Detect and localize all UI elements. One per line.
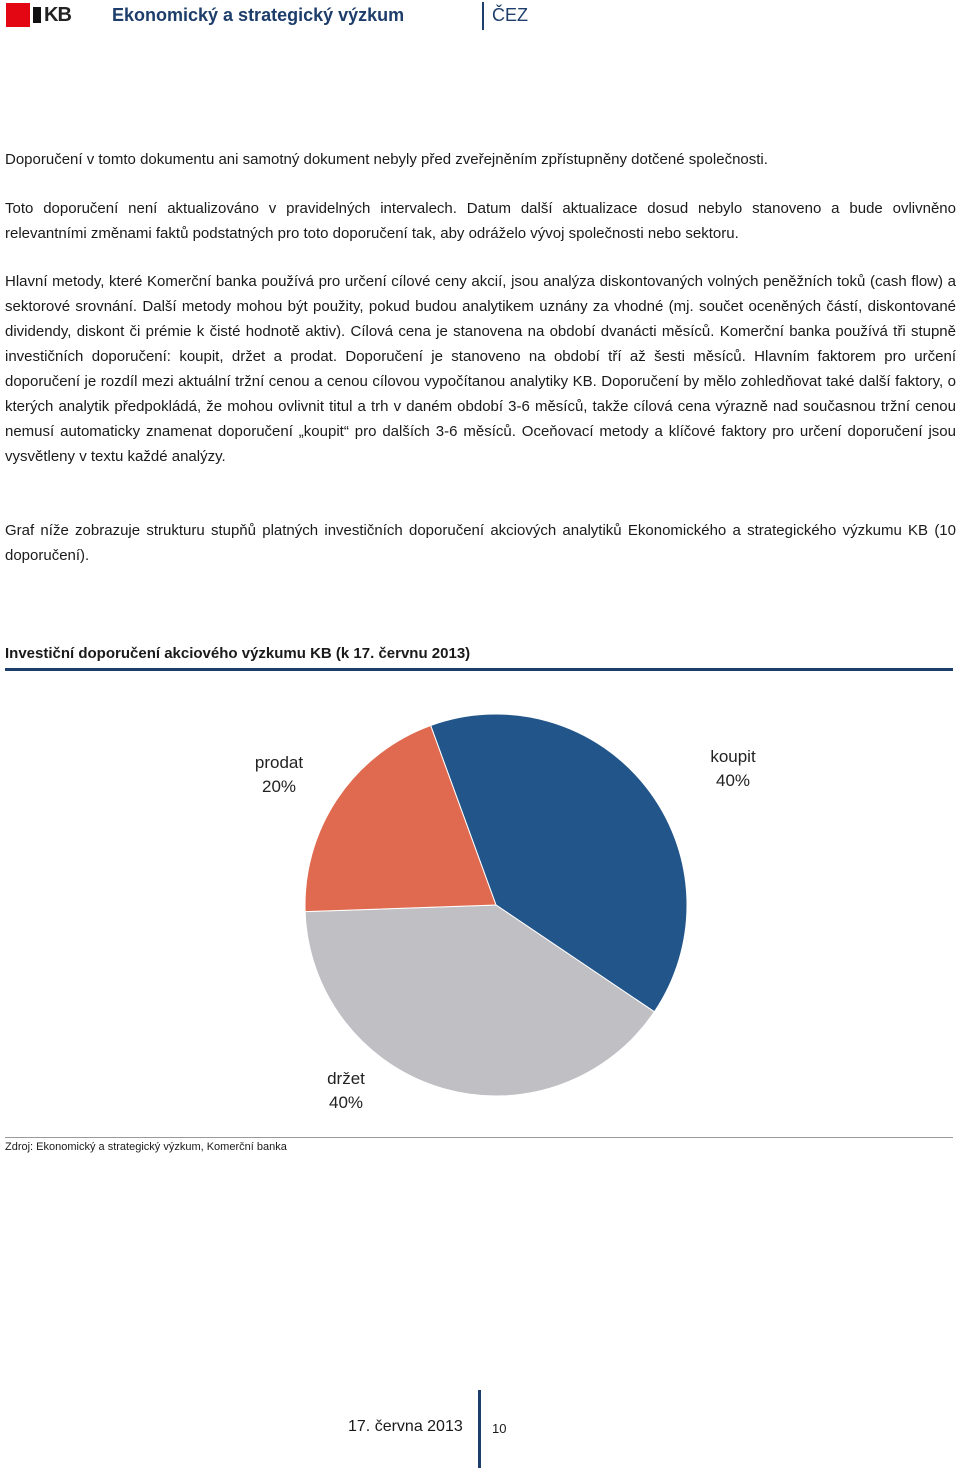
header-company: ČEZ — [492, 5, 528, 25]
kb-logo — [6, 3, 78, 27]
slice-name-label-držet: držet — [327, 1069, 365, 1088]
slice-value-label-držet: 40% — [328, 1093, 364, 1112]
paragraph-methods: Hlavní metody, které Komerční banka používá pro určení cílové ceny akcií, jsou analýza diskontovaných volných peněžních toků (cash flow) a sektorové srovnání. Další metody mohou být použity, pokud budou analytikem uznány za vhodné (mj. součet oceněných částí, diskontované dividendy, diskont či prémie k čisté hodnotě aktiv). Cílová cena je stanovena na období dvanácti měsíců. Komerční banka používá tři stupně investičních doporučení: koupit, držet a prodat. Doporučení je stanoveno na období tří až šesti měsíců. Hlavním faktorem pro určení doporučení je rozdíl mezi aktuální tržní cenou a cenou cílovou vypočítanou analytiky KB. Doporučení by mělo zohledňovat také další faktory, o kterých analytik předpokládá, že mohou ovlivnit titul a trh v daném období 3-6 měsíců, takže cílová cena výrazně nad současnou tržní cenou nemusí automaticky znamenat doporučení „koupit“ pro dalších 3-6 měsíců. Oceňovací metody a klíčové faktory pro určení doporučení jsou vysvětleny v textu každé analýzy. — [5, 273, 956, 465]
paragraph-update: Toto doporučení není aktualizováno v pravidelných intervalech. Datum další aktualizace dosud nebylo stanoveno a bude ovlivněno relevantními změnami faktů podstatných pro toto doporučení tak, aby odráželo vývoj společnosti nebo sektoru. — [5, 200, 956, 242]
header-divider — [482, 2, 484, 30]
logo-red-square — [6, 3, 30, 27]
logo-text: KB — [44, 4, 71, 26]
page-number: 10 — [492, 1421, 507, 1436]
slice-value-label-prodat: 20% — [261, 777, 297, 796]
slice-name-label-koupit: koupit — [710, 747, 756, 766]
header-title: Ekonomický a strategický výzkum — [112, 5, 405, 25]
chart-source: Zdroj: Ekonomický a strategický výzkum, Komerční banka — [5, 1141, 287, 1153]
footer-divider — [478, 1390, 481, 1468]
paragraph-disclosure: Doporučení v tomto dokumentu ani samotný dokument nebyly před zveřejněním zpřístupněny dotčené společnosti. — [5, 151, 768, 168]
chart-bottom-rule — [5, 1137, 953, 1138]
slice-value-label-koupit: 40% — [715, 771, 751, 790]
pie-chart — [0, 690, 960, 1130]
slice-name-label-prodat: prodat — [254, 753, 304, 772]
footer-date: 17. června 2013 — [348, 1418, 463, 1435]
chart-title: Investiční doporučení akciového výzkumu KB (k 17. červnu 2013) — [5, 645, 471, 662]
chart-top-rule — [5, 668, 953, 671]
paragraph-chart-intro: Graf níže zobrazuje strukturu stupňů platných investičních doporučení akciových analytiků Ekonomického a strategického výzkumu KB (10 doporučení). — [5, 522, 956, 564]
logo-black-bar — [33, 7, 41, 23]
